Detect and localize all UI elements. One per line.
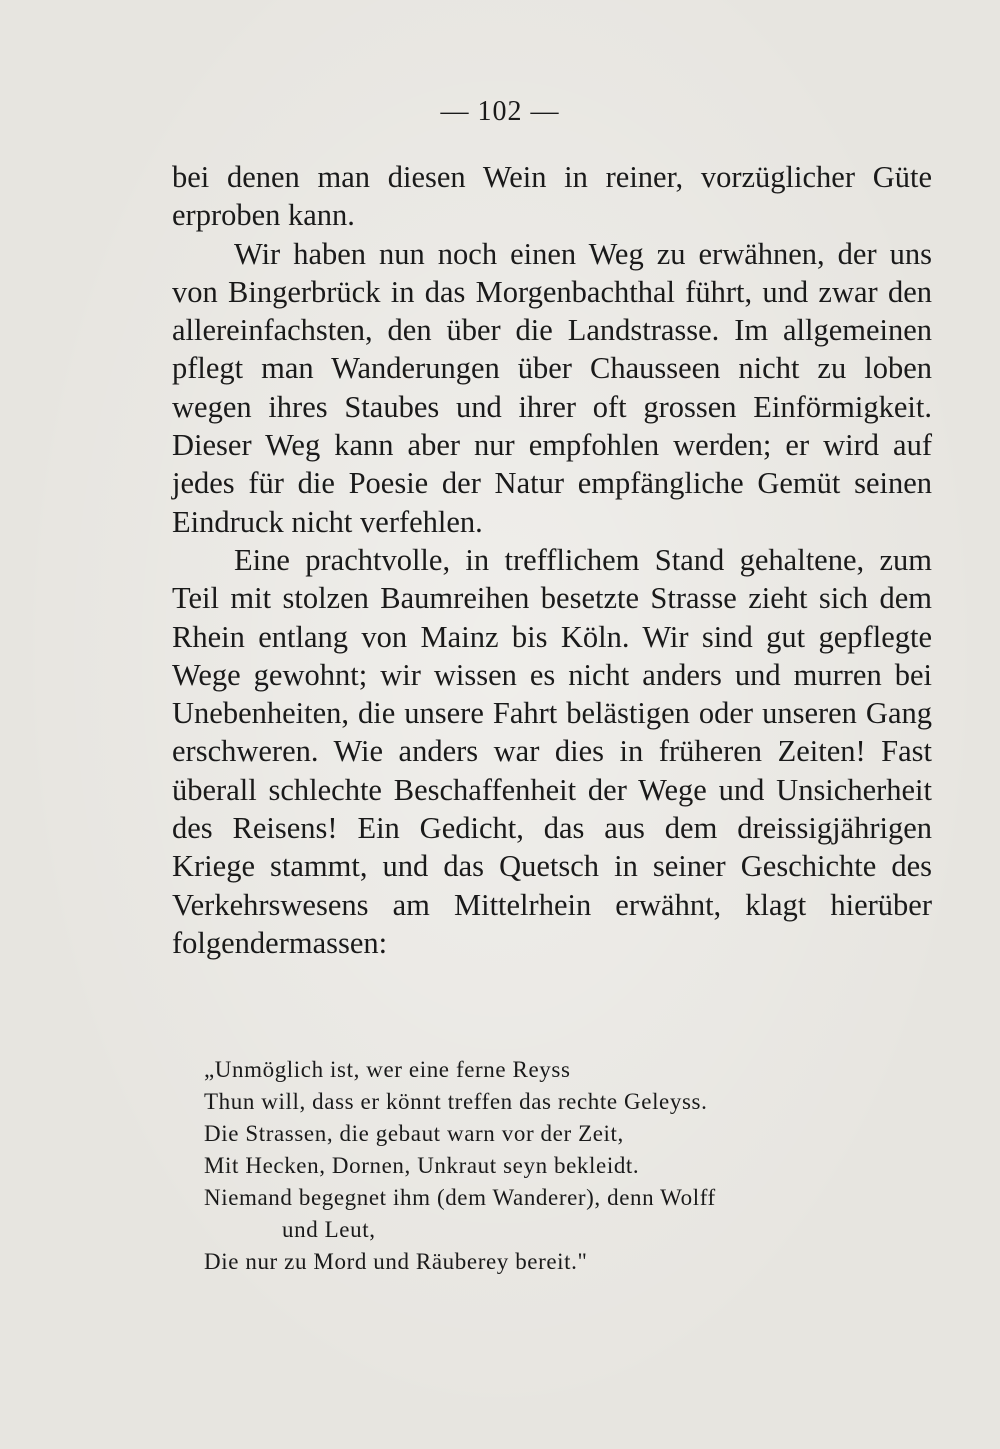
- poem-line: Die nur zu Mord und Räuberey bereit.": [204, 1249, 588, 1274]
- paragraph-3: Eine prachtvolle, in trefflichem Stand gehaltene, zum Teil mit stolzen Baumreihen besetzte Strasse zieht sich dem Rhein entlang von Mainz bis Köln. Wir sind gut gepflegte Wege gewohnt; wir wissen es nicht anders und murren bei Unebenheiten, die unsere Fahrt belästigen oder unseren Gang erschweren. Wie anders war dies in früheren Zeiten! Fast überall schlechte Beschaffenheit der Wege und Unsicherheit des Reisens! Ein Gedicht, das aus dem dreissigjährigen Kriege stammt, und das Quetsch in seiner Geschichte des Verkehrswesens am Mittelrhein erwähnt, klagt hierüber folgendermassen:: [172, 542, 932, 960]
- book-page: — 102 — bei denen man diesen Wein in reiner, vorzüglicher Güte erproben kann. Wir haben nun noch einen Weg zu erwähnen, der uns von Bingerbrück in das Morgenbachthal führt, und zwar den allereinfachsten, den über die Landstrasse. Im allgemeinen pflegt man Wanderungen über Chausseen nicht zu loben wegen ihres Staubes und ihrer oft grossen Einförmigkeit. Dieser Weg kann aber nur empfohlen werden; er wird auf jedes für die Poesie der Natur empfängliche Gemüt seinen Eindruck nicht verfehlen. Eine prachtvolle, in trefflichem Stand gehaltene, zum Teil mit stolzen Baumreihen besetzte Strasse zieht sich dem Rhein entlang von Mainz bis Köln. Wir sind gut gepflegte Wege gewohnt; wir wissen es nicht anders und murren bei Unebenheiten, die unsere Fahrt belästigen oder unseren Gang erschweren. Wie anders war dies in früheren Zeiten! Fast überall schlechte Beschaffenheit der Wege und Unsicherheit des Reisens! Ein Gedicht, das aus dem dreissigjährigen Kriege stammt, und das Quetsch in seiner Geschichte des Verkehrswesens am Mittelrhein erwähnt, klagt hierüber folgendermassen: „Unmöglich ist, wer eine ferne Reyss Thun will, dass er könnt treffen das rechte Geleyss. Die Strassen, die gebaut warn vor der Zeit, Mit Hecken, Dornen, Unkraut seyn bekleidt. Niemand begegnet ihm (dem Wanderer), denn Wolff und Leut, Die nur zu Mord und Räuberey bereit.": [0, 0, 1000, 1449]
- poem-line: Thun will, dass er könnt treffen das rechte Geleyss.: [204, 1089, 708, 1114]
- poem-line: Die Strassen, die gebaut warn vor der Zeit,: [204, 1121, 624, 1146]
- poem-quote: [204, 1054, 904, 1278]
- body-text: [172, 158, 932, 962]
- poem-line-continuation: und Leut,: [282, 1217, 376, 1242]
- paragraph-1: bei denen man diesen Wein in reiner, vorzüglicher Güte erproben kann.: [172, 160, 932, 233]
- poem-line: „Unmöglich ist, wer eine ferne Reyss: [204, 1057, 571, 1082]
- poem-line: Mit Hecken, Dornen, Unkraut seyn bekleidt.: [204, 1153, 640, 1178]
- paragraph-2: Wir haben nun noch einen Weg zu erwähnen, der uns von Bingerbrück in das Morgenbachthal führt, und zwar den allereinfachsten, den über die Landstrasse. Im allgemeinen pflegt man Wanderungen über Chausseen nicht zu loben wegen ihres Staubes und ihrer oft grossen Einförmigkeit. Dieser Weg kann aber nur empfohlen werden; er wird auf jedes für die Poesie der Natur empfängliche Gemüt seinen Eindruck nicht verfehlen.: [172, 236, 932, 539]
- poem-line: Niemand begegnet ihm (dem Wanderer), denn Wolff: [204, 1185, 716, 1210]
